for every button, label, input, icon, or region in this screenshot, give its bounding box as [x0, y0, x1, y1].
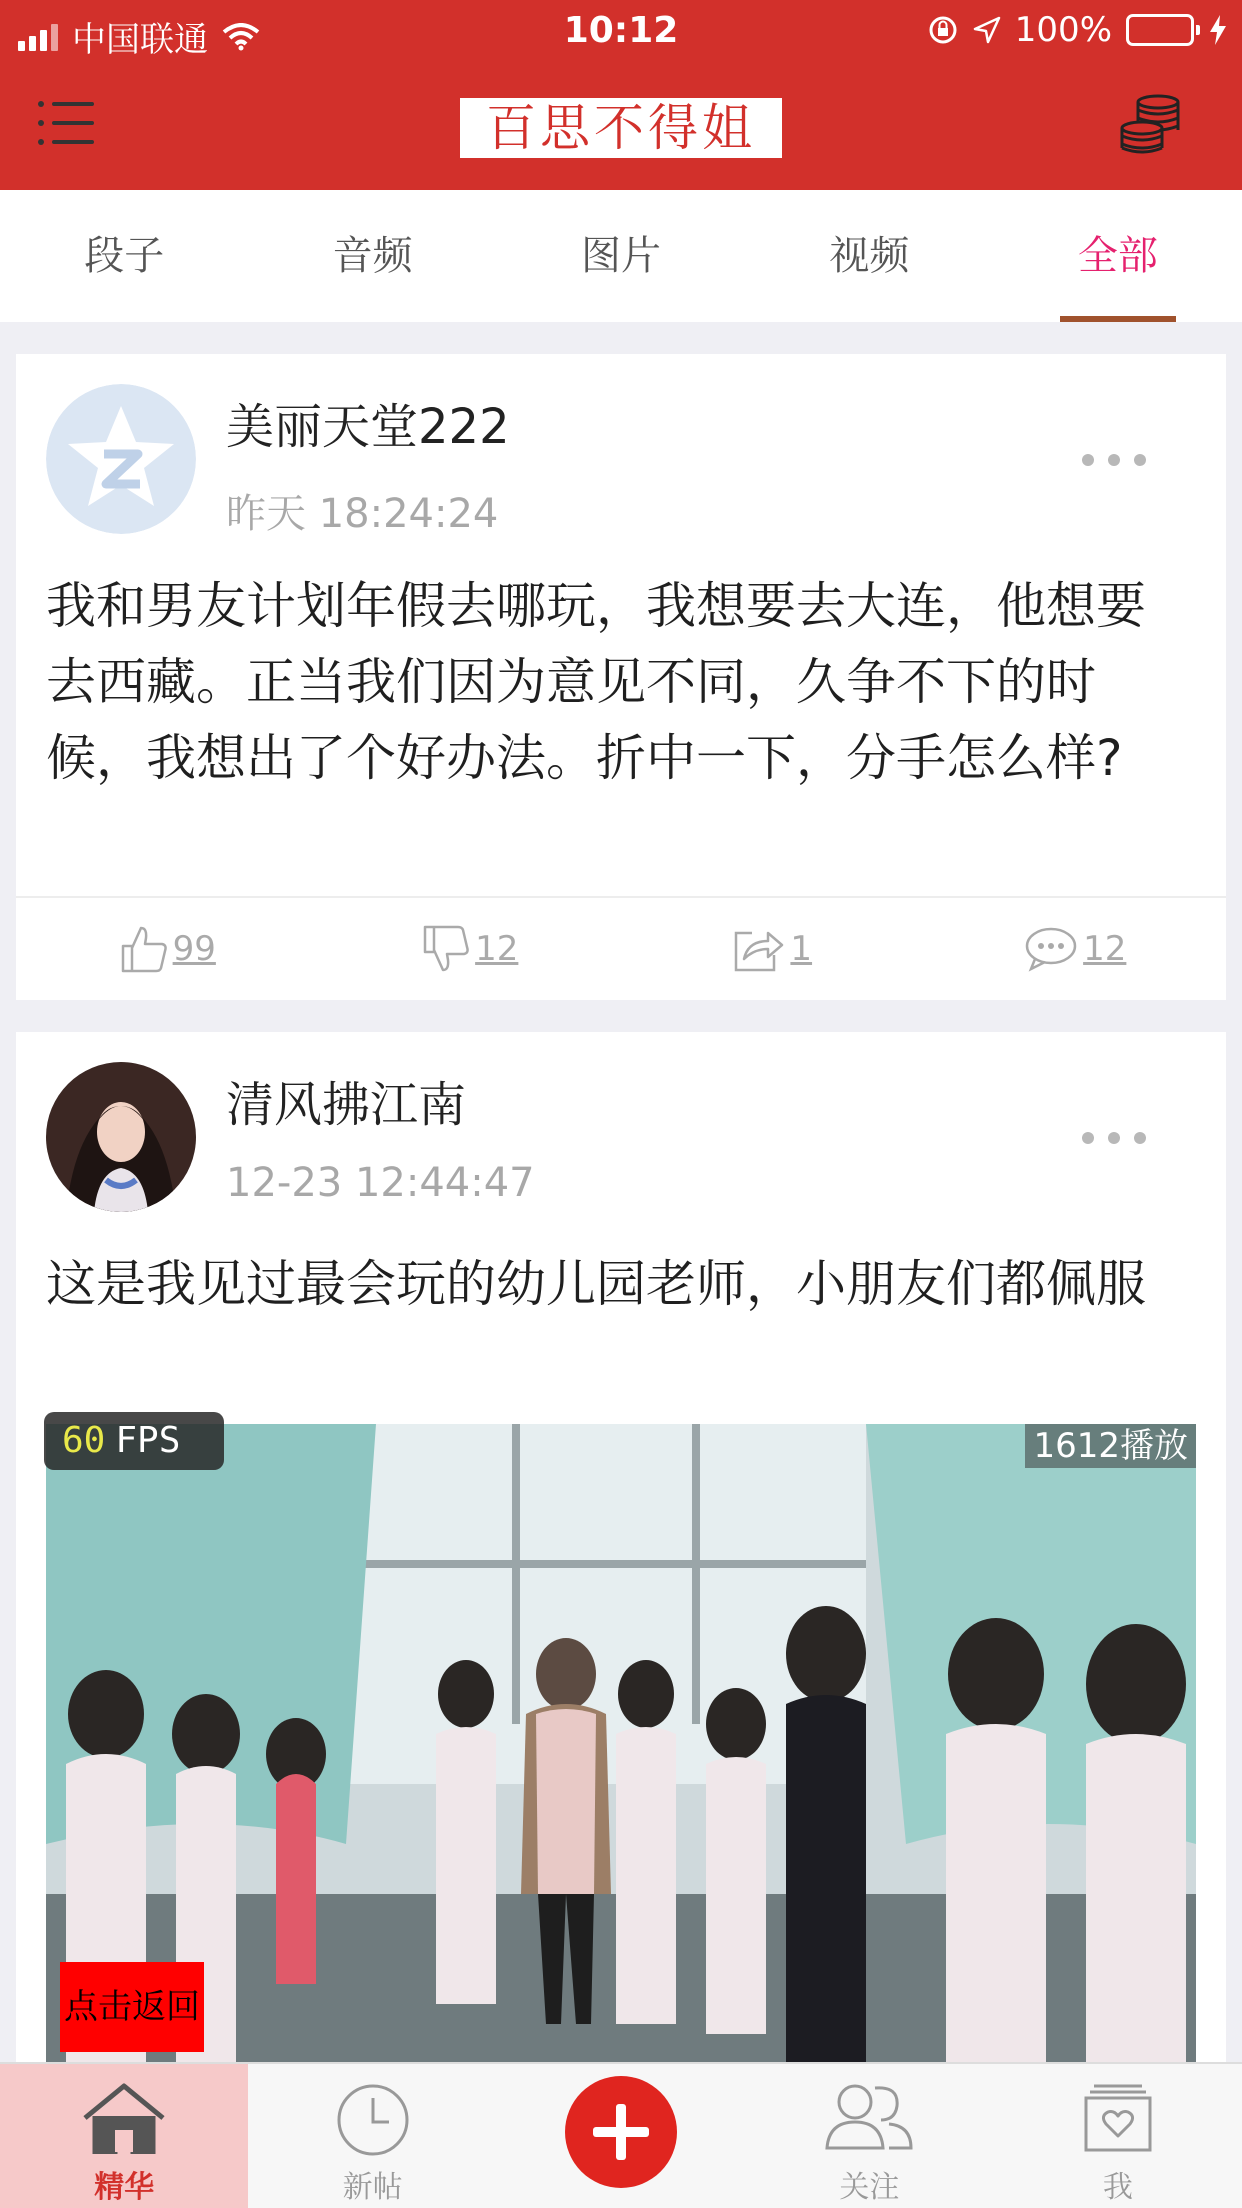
tabbar-label: 我: [1102, 2170, 1133, 2205]
tab-audio[interactable]: 音频: [332, 233, 413, 279]
post-actions: [16, 896, 1226, 1000]
coins-icon: [1118, 94, 1184, 156]
share-icon: [732, 925, 786, 973]
carrier-label: 中国联通: [72, 20, 208, 60]
home-icon: [81, 2082, 167, 2154]
post-card: [16, 354, 1226, 1000]
tabbar-label: 新帖: [342, 2170, 403, 2205]
dislike-button[interactable]: [319, 898, 622, 1000]
comment-icon: [1023, 925, 1079, 973]
post-timestamp: 12-23 12:44:47: [226, 1160, 535, 1206]
profile-icon: [1082, 2082, 1154, 2154]
tabbar-me[interactable]: [994, 2064, 1242, 2208]
more-options-button[interactable]: [1082, 1132, 1146, 1144]
thumbs-up-icon: [119, 924, 169, 974]
comment-count: 12: [1083, 929, 1127, 969]
tab-pictures[interactable]: 图片: [581, 233, 662, 279]
tab-jokes[interactable]: 段子: [84, 233, 165, 279]
clock: 10:12: [563, 10, 679, 51]
fps-value: 60: [62, 1420, 106, 1461]
location-icon: [973, 16, 1001, 44]
post-card: [16, 1032, 1226, 2062]
friends-icon: [823, 2082, 915, 2154]
like-button[interactable]: [16, 898, 319, 1000]
tab-videos[interactable]: 视频: [829, 233, 910, 279]
avatar[interactable]: [46, 384, 196, 534]
tabbar-new-posts[interactable]: [248, 2064, 496, 2208]
tabbar-label: 关注: [839, 2170, 900, 2205]
status-bar: [0, 0, 1242, 62]
tabbar-featured[interactable]: [0, 2064, 248, 2208]
fps-label: FPS: [115, 1420, 181, 1461]
video-player[interactable]: [46, 1424, 1196, 2074]
thumbs-down-icon: [421, 924, 471, 974]
post-timestamp: 昨天 18:24:24: [226, 491, 499, 537]
play-count: 1612播放: [1025, 1424, 1196, 1468]
more-options-button[interactable]: [1082, 454, 1146, 466]
tabbar-label: 精华: [94, 2170, 155, 2205]
plus-icon: [565, 2076, 677, 2188]
video-thumbnail: [46, 1424, 1196, 2074]
dislike-count: 12: [475, 929, 519, 969]
coins-button[interactable]: [1118, 94, 1184, 156]
like-count: 99: [172, 929, 216, 969]
app-header: [0, 0, 1242, 190]
app-logo: 百思不得姐: [460, 98, 782, 158]
menu-button[interactable]: [38, 98, 96, 148]
nav-bar: [0, 62, 1242, 190]
post-content: 我和男友计划年假去哪玩，我想要去大连，他想要去西藏。正当我们因为意见不同，久争不下的时候，我想出了个好办法。折中一下，分手怎么样?: [46, 577, 1146, 787]
tabbar-publish[interactable]: [497, 2064, 745, 2208]
clock-icon: [335, 2082, 411, 2158]
post-username[interactable]: 清风拂江南: [226, 1077, 467, 1133]
charging-icon: [1208, 14, 1228, 46]
orientation-lock-icon: [927, 14, 959, 46]
fps-indicator: [44, 1412, 224, 1470]
post-content: 这是我见过最会玩的幼儿园老师，小朋友们都佩服: [46, 1255, 1146, 1313]
share-count: 1: [790, 929, 813, 969]
bottom-tab-bar: [0, 2062, 1242, 2208]
share-button[interactable]: [621, 898, 924, 1000]
battery-percent: 100%: [1014, 10, 1112, 50]
post-username[interactable]: 美丽天堂222: [226, 399, 510, 455]
tabbar-follow[interactable]: [745, 2064, 993, 2208]
battery-icon: [1126, 14, 1194, 46]
category-tabs: [0, 190, 1242, 322]
back-button[interactable]: 点击返回: [60, 1962, 204, 2052]
tab-all[interactable]: 全部: [994, 190, 1242, 322]
avatar[interactable]: [46, 1062, 196, 1212]
comment-button[interactable]: [924, 898, 1227, 1000]
